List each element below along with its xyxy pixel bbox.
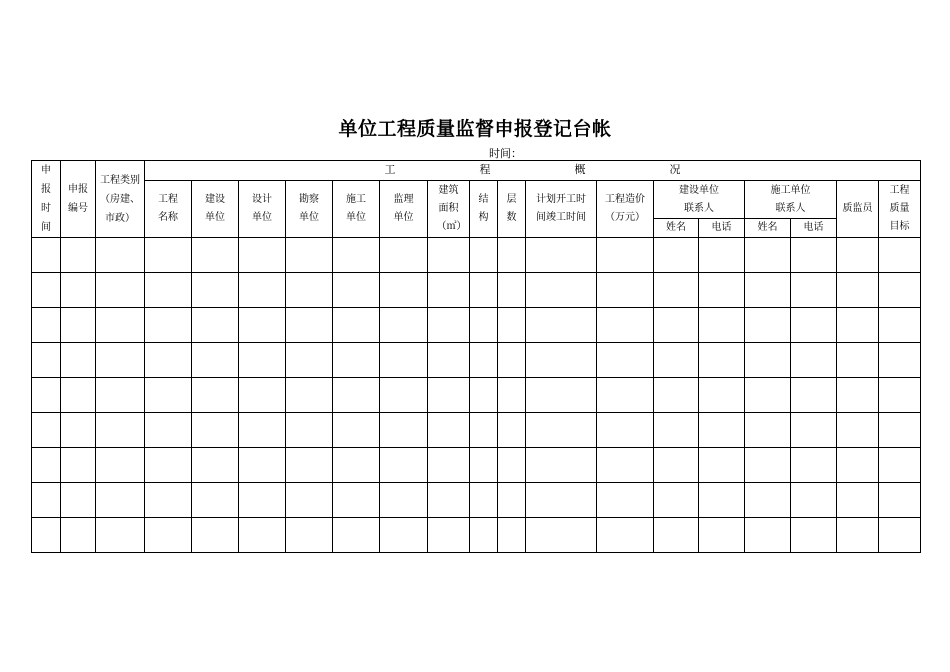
table-cell[interactable] [837,518,879,553]
table-cell[interactable] [526,343,597,378]
table-cell[interactable] [192,518,239,553]
table-cell[interactable] [428,238,470,273]
table-cell[interactable] [192,308,239,343]
header-quality-goal [879,181,921,238]
table-cell[interactable] [654,448,699,483]
table-cell[interactable] [428,308,470,343]
table-cell[interactable] [597,483,654,518]
header-designer-label: 设计单位 [252,194,272,223]
table-cell[interactable] [879,448,921,483]
table-cell[interactable] [286,448,333,483]
table-cell[interactable] [61,343,96,378]
table-cell[interactable] [333,413,380,448]
table-cell[interactable] [286,483,333,518]
table-cell[interactable] [333,483,380,518]
table-cell[interactable] [699,378,745,413]
header-designer [239,181,286,238]
table-cell[interactable] [837,413,879,448]
table-cell[interactable] [145,238,192,273]
header-structure-label: 结构 [478,194,489,223]
table-cell[interactable] [145,413,192,448]
table-cell[interactable] [428,483,470,518]
table-cell[interactable] [470,273,498,308]
time-label: 时间： [489,147,522,160]
table-cell[interactable] [192,343,239,378]
table-cell[interactable] [145,483,192,518]
header-surveyor-label: 勘察单位 [299,194,319,223]
header-apply-time-label: 申报时间 [41,165,51,233]
table-cell[interactable] [699,308,745,343]
table-cell[interactable] [498,483,526,518]
table-cell[interactable] [192,273,239,308]
table-cell[interactable] [526,483,597,518]
header-supervisor-label: 监理单位 [393,194,414,223]
table-cell[interactable] [32,238,61,273]
table-cell[interactable] [192,238,239,273]
header-floors [498,181,526,238]
table-cell[interactable] [333,308,380,343]
table-cell[interactable] [333,343,380,378]
table-cell[interactable] [837,448,879,483]
table-cell[interactable] [526,413,597,448]
table-cell[interactable] [654,518,699,553]
table-cell[interactable] [32,518,61,553]
header-category [96,161,145,238]
table-row [32,448,921,483]
table-cell[interactable] [879,273,921,308]
table-cell[interactable] [791,238,837,273]
table-cell[interactable] [286,343,333,378]
header-builder-contact [654,181,745,219]
table-cell[interactable] [498,448,526,483]
table-cell[interactable] [61,448,96,483]
table-cell[interactable] [470,518,498,553]
table-cell[interactable] [745,413,791,448]
table-cell[interactable] [96,273,145,308]
table-cell[interactable] [32,343,61,378]
table-cell[interactable] [239,518,286,553]
table-cell[interactable] [470,448,498,483]
table-cell[interactable] [239,273,286,308]
overview-char-3: 概 [574,163,586,176]
table-cell[interactable] [333,518,380,553]
table-cell[interactable] [498,518,526,553]
header-builder [192,181,239,238]
table-cell[interactable] [239,378,286,413]
table-cell[interactable] [498,343,526,378]
table-cell[interactable] [333,273,380,308]
header-overview [145,161,921,181]
table-cell[interactable] [879,413,921,448]
table-cell[interactable] [498,308,526,343]
table-cell[interactable] [654,378,699,413]
table-cell[interactable] [380,483,428,518]
table-row [32,483,921,518]
table-cell[interactable] [96,483,145,518]
table-cell[interactable] [96,378,145,413]
header-quality-goal-label: 工程质量目标 [889,185,910,232]
header-cost-label: 工程造价（万元） [605,194,645,223]
table-cell[interactable] [32,483,61,518]
overview-char-1: 工 [384,163,396,176]
table-cell[interactable] [745,378,791,413]
table-cell[interactable] [333,378,380,413]
table-cell[interactable] [498,413,526,448]
table-cell[interactable] [192,378,239,413]
table-cell[interactable] [61,483,96,518]
table-cell[interactable] [380,273,428,308]
table-cell[interactable] [791,413,837,448]
header-builder-label: 建设单位 [205,194,225,223]
table-cell[interactable] [791,308,837,343]
table-cell[interactable] [791,343,837,378]
table-cell[interactable] [597,518,654,553]
table-cell[interactable] [654,238,699,273]
table-cell[interactable] [239,308,286,343]
header-constructor-contact-name: 姓名 [745,219,791,238]
table-row [32,273,921,308]
table-cell[interactable] [791,273,837,308]
table-cell[interactable] [791,448,837,483]
header-constructor-contact [745,181,837,219]
table-cell[interactable] [380,378,428,413]
table-cell[interactable] [470,378,498,413]
table-cell[interactable] [745,238,791,273]
header-constructor-contact-phone: 电话 [791,219,837,238]
table-cell[interactable] [526,448,597,483]
header-surveyor [286,181,333,238]
table-cell[interactable] [470,238,498,273]
header-builder-contact-name: 姓名 [654,219,699,238]
table-cell[interactable] [597,273,654,308]
table-cell[interactable] [791,483,837,518]
table-cell[interactable] [470,343,498,378]
header-constructor-label: 施工单位 [346,194,366,223]
overview-char-4: 况 [669,163,681,176]
table-cell[interactable] [470,308,498,343]
table-cell[interactable] [96,308,145,343]
table-cell[interactable] [745,448,791,483]
table-row [32,238,921,273]
table-cell[interactable] [145,308,192,343]
table-cell[interactable] [96,343,145,378]
table-cell[interactable] [879,378,921,413]
header-schedule [526,181,597,238]
table-cell[interactable] [428,378,470,413]
table-cell[interactable] [333,238,380,273]
table-cell[interactable] [286,378,333,413]
table-cell[interactable] [145,448,192,483]
table-cell[interactable] [61,273,96,308]
header-inspector-label: 质监员 [842,203,873,214]
header-project-name-label: 工程名称 [158,194,178,223]
table-cell[interactable] [654,343,699,378]
table-cell[interactable] [428,448,470,483]
table-cell[interactable] [61,518,96,553]
table-cell[interactable] [145,273,192,308]
table-cell[interactable] [380,518,428,553]
table-cell[interactable] [699,238,745,273]
header-cost [597,181,654,238]
table-cell[interactable] [879,238,921,273]
table-cell[interactable] [745,518,791,553]
table-cell[interactable] [96,413,145,448]
table-cell[interactable] [61,238,96,273]
table-cell[interactable] [470,413,498,448]
table-cell[interactable] [239,483,286,518]
table-cell[interactable] [61,413,96,448]
table-cell[interactable] [428,343,470,378]
table-cell[interactable] [837,273,879,308]
table-cell[interactable] [428,518,470,553]
table-cell[interactable] [597,343,654,378]
table-cell[interactable] [879,483,921,518]
table-cell[interactable] [380,238,428,273]
table-cell[interactable] [428,413,470,448]
table-cell[interactable] [333,448,380,483]
document-title: 单位工程质量监督申报登记台帐 [338,118,612,140]
table-cell[interactable] [380,343,428,378]
header-constructor [333,181,380,238]
table-cell[interactable] [597,238,654,273]
table-cell[interactable] [61,308,96,343]
table-cell[interactable] [96,448,145,483]
table-cell[interactable] [286,273,333,308]
table-cell[interactable] [380,413,428,448]
table-cell[interactable] [286,308,333,343]
table-cell[interactable] [699,413,745,448]
table-cell[interactable] [145,343,192,378]
table-cell[interactable] [32,413,61,448]
table-cell[interactable] [745,273,791,308]
header-area-label: 建筑面积（㎡） [436,185,467,232]
header-category-label: 工程类别（房建、市政） [100,174,140,224]
header-builder-contact-label: 建设单位联系人 [679,184,719,214]
table-cell[interactable] [837,238,879,273]
table-cell[interactable] [837,308,879,343]
overview-char-2: 程 [479,163,491,176]
header-area [428,181,470,238]
table-row [32,343,921,378]
header-inspector [837,181,879,238]
table-cell[interactable] [239,448,286,483]
table-cell[interactable] [192,448,239,483]
header-supervisor [380,181,428,238]
table-cell[interactable] [192,483,239,518]
table-cell[interactable] [699,343,745,378]
table-cell[interactable] [32,378,61,413]
table-cell[interactable] [239,343,286,378]
table-cell[interactable] [286,413,333,448]
ledger-body [32,238,921,553]
header-schedule-label: 计划开工时间竣工时间 [536,194,586,223]
table-cell[interactable] [745,483,791,518]
table-cell[interactable] [145,518,192,553]
table-cell[interactable] [654,308,699,343]
table-cell[interactable] [745,308,791,343]
table-cell[interactable] [192,413,239,448]
table-cell[interactable] [526,378,597,413]
table-cell[interactable] [380,448,428,483]
table-cell[interactable] [837,483,879,518]
table-cell[interactable] [32,308,61,343]
table-cell[interactable] [498,238,526,273]
table-cell[interactable] [597,308,654,343]
table-cell[interactable] [61,378,96,413]
header-apply-time [32,161,61,238]
table-cell[interactable] [526,518,597,553]
table-cell[interactable] [879,518,921,553]
table-cell[interactable] [470,483,498,518]
table-cell[interactable] [239,413,286,448]
table-cell[interactable] [145,378,192,413]
table-cell[interactable] [745,343,791,378]
table-row [32,518,921,553]
table-cell[interactable] [699,518,745,553]
table-cell[interactable] [837,378,879,413]
table-cell[interactable] [286,518,333,553]
table-cell[interactable] [699,273,745,308]
header-project-name [145,181,192,238]
table-cell[interactable] [526,238,597,273]
table-cell[interactable] [96,238,145,273]
table-cell[interactable] [654,483,699,518]
table-cell[interactable] [654,413,699,448]
table-cell[interactable] [526,308,597,343]
table-row [32,308,921,343]
table-cell[interactable] [498,273,526,308]
table-cell[interactable] [239,238,286,273]
table-row [32,378,921,413]
table-cell[interactable] [597,378,654,413]
table-cell[interactable] [498,378,526,413]
table-cell[interactable] [654,273,699,308]
table-cell[interactable] [597,413,654,448]
header-apply-no [61,161,96,238]
table-cell[interactable] [879,343,921,378]
ledger-table [31,160,921,553]
header-constructor-contact-label: 施工单位联系人 [770,184,811,214]
header-floors-label: 层数 [506,194,517,223]
table-cell[interactable] [837,343,879,378]
table-cell[interactable] [428,273,470,308]
table-cell[interactable] [699,448,745,483]
table-cell[interactable] [791,378,837,413]
table-cell[interactable] [96,518,145,553]
table-cell[interactable] [380,308,428,343]
table-cell[interactable] [879,308,921,343]
table-cell[interactable] [526,273,597,308]
table-cell[interactable] [32,448,61,483]
table-row [32,413,921,448]
header-structure [470,181,498,238]
table-cell[interactable] [791,518,837,553]
table-cell[interactable] [286,238,333,273]
table-cell[interactable] [699,483,745,518]
header-builder-contact-phone: 电话 [699,219,745,238]
header-apply-no-label: 申报编号 [68,184,88,214]
table-cell[interactable] [32,273,61,308]
table-cell[interactable] [597,448,654,483]
